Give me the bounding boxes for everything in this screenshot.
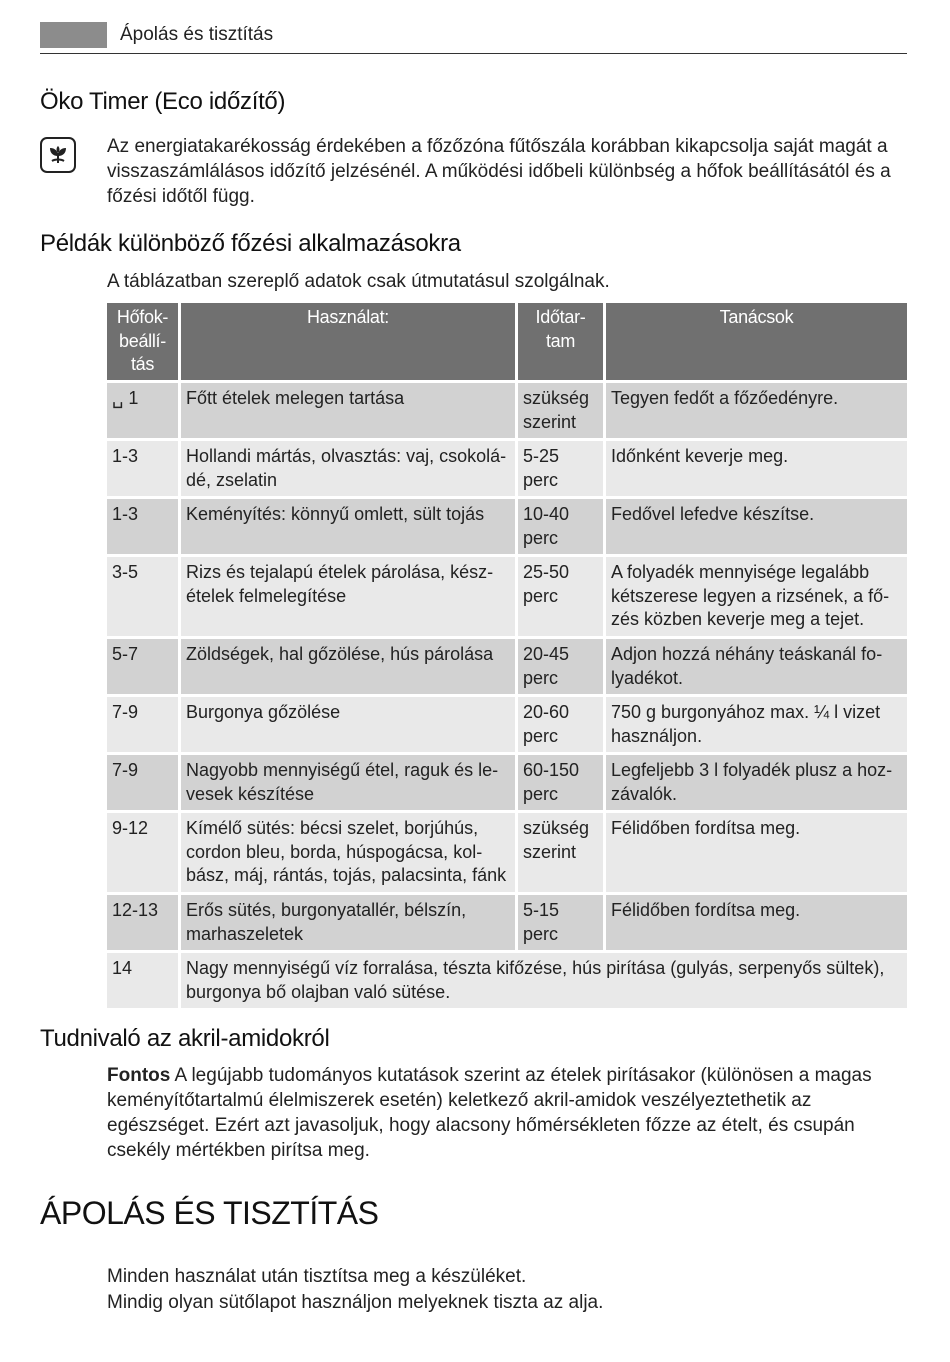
usage-cell: Erős sütés, burgonyatallér, bélszín, marhaszeletek [181,895,518,953]
duration-cell: szükség szerint [518,383,606,441]
header-bar [40,22,107,48]
examples-heading: Példák különböző főzési alkalmazásokra [40,230,461,257]
table-row [107,441,907,499]
table-row [107,499,907,557]
acrylamide-text [107,1063,902,1163]
usage-cell: Kímélő sütés: bécsi szelet, borjúhús, cordon bleu, borda, húspogácsa, kol-bász, máj, rántás, tojás, palacsinta, fánk [181,813,518,895]
tips-cell: Adjon hozzá néhány teáskanál fo-lyadékot. [606,639,907,697]
column-header-tips: Tanácsok [606,303,907,383]
table-row [107,697,907,755]
tips-cell: Félidőben fordítsa meg. [606,895,907,953]
care-line-1: Minden használat után tisztítsa meg a készüléket. [107,1266,527,1287]
tips-cell: A folyadék mennyisége legalább kétszerese legyen a rizsének, a fő-zés közben keverje meg a tejet. [606,557,907,639]
usage-cell: Burgonya gőzölése [181,697,518,755]
setting-cell: 7-9 [107,697,181,755]
table-row [107,813,907,895]
header-divider [40,53,907,54]
duration-cell: 10-40 perc [518,499,606,557]
tips-cell: Legfeljebb 3 l folyadék plusz a hoz-závalók. [606,755,907,813]
usage-cell: Rizs és tejalapú ételek párolása, kész-ételek felmelegítése [181,557,518,639]
column-header-setting: Hőfok-beállí-tás [107,303,181,383]
setting-cell: 1-3 [107,499,181,557]
care-line-2: Mindig olyan sütőlapot használjon melyeknek tiszta az alja. [107,1292,604,1313]
eco-timer-heading: Öko Timer (Eco időzítő) [40,88,286,115]
tips-cell: 750 g burgonyához max. ¼ l vizet használjon. [606,697,907,755]
column-header-usage: Használat: [181,303,518,383]
duration-cell: 60-150 perc [518,755,606,813]
setting-cell: 7-9 [107,755,181,813]
duration-cell: 25-50 perc [518,557,606,639]
page-header-title: Ápolás és tisztítás [120,24,274,45]
tips-cell: Tegyen fedőt a főzőedényre. [606,383,907,441]
setting-cell: 9-12 [107,813,181,895]
duration-cell: 5-25 perc [518,441,606,499]
table-row [107,557,907,639]
usage-cell: Főtt ételek melegen tartása [181,383,518,441]
care-section-title: ÁPOLÁS ÉS TISZTÍTÁS [40,1195,379,1231]
table-row [107,895,907,953]
setting-cell: 5-7 [107,639,181,697]
setting-cell: 12-13 [107,895,181,953]
examples-intro: A táblázatban szereplő adatok csak útmutatásul szolgálnak. [107,271,610,292]
eco-leaf-icon [40,137,76,173]
table-row [107,383,907,441]
tips-cell: Félidőben fordítsa meg. [606,813,907,895]
table-row [107,953,907,1011]
duration-cell: 20-60 perc [518,697,606,755]
usage-cell: Zöldségek, hal gőzölése, hús párolása [181,639,518,697]
usage-cell: Keményítés: könnyű omlett, sült tojás [181,499,518,557]
important-label: Fontos [107,1065,171,1086]
duration-cell: szükség szerint [518,813,606,895]
cooking-guide-table [107,303,907,1011]
usage-cell: Nagyobb mennyiségű étel, raguk és le-vesek készítése [181,755,518,813]
setting-cell: ␣ 1 [107,383,181,441]
column-header-duration: Időtar-tam [518,303,606,383]
table-header-row [107,303,907,383]
usage-cell: Hollandi mártás, olvasztás: vaj, csokolá-dé, zselatin [181,441,518,499]
usage-cell: Nagy mennyiségű víz forralása, tészta kifőzése, hús pirítása (gulyás, serpenyős sültek), burgonya bő olajban való sütése. [181,953,907,1011]
acrylamide-heading: Tudnivaló az akril-amidokról [40,1025,330,1052]
eco-timer-text: Az energiatakarékosság érdekében a főzőzóna fűtőszála korábban kikapcsolja saját magát a visszaszámlálásos időzítő jelzésénél. A működési időbeli különbség a hőfok beállításától és a főzési időtől függ. [107,136,891,207]
table-row [107,639,907,697]
table-row [107,755,907,813]
setting-cell: 1-3 [107,441,181,499]
duration-cell: 5-15 perc [518,895,606,953]
duration-cell: 20-45 perc [518,639,606,697]
acrylamide-body: A legújabb tudományos kutatások szerint az ételek pirításakor (különösen a magas keményítőtartalmú élelmiszerek esetén) keletkező akril-amidok veszélyeztethetik az egészséget. Ezért azt javasoljuk, hogy alacsony hőmérsékleten főzze az ételt, és csupán csekély mértékben pirítsa meg. [107,1065,872,1161]
setting-cell: 3-5 [107,557,181,639]
tips-cell: Időnként keverje meg. [606,441,907,499]
setting-cell: 14 [107,953,181,1011]
tips-cell: Fedővel lefedve készítse. [606,499,907,557]
